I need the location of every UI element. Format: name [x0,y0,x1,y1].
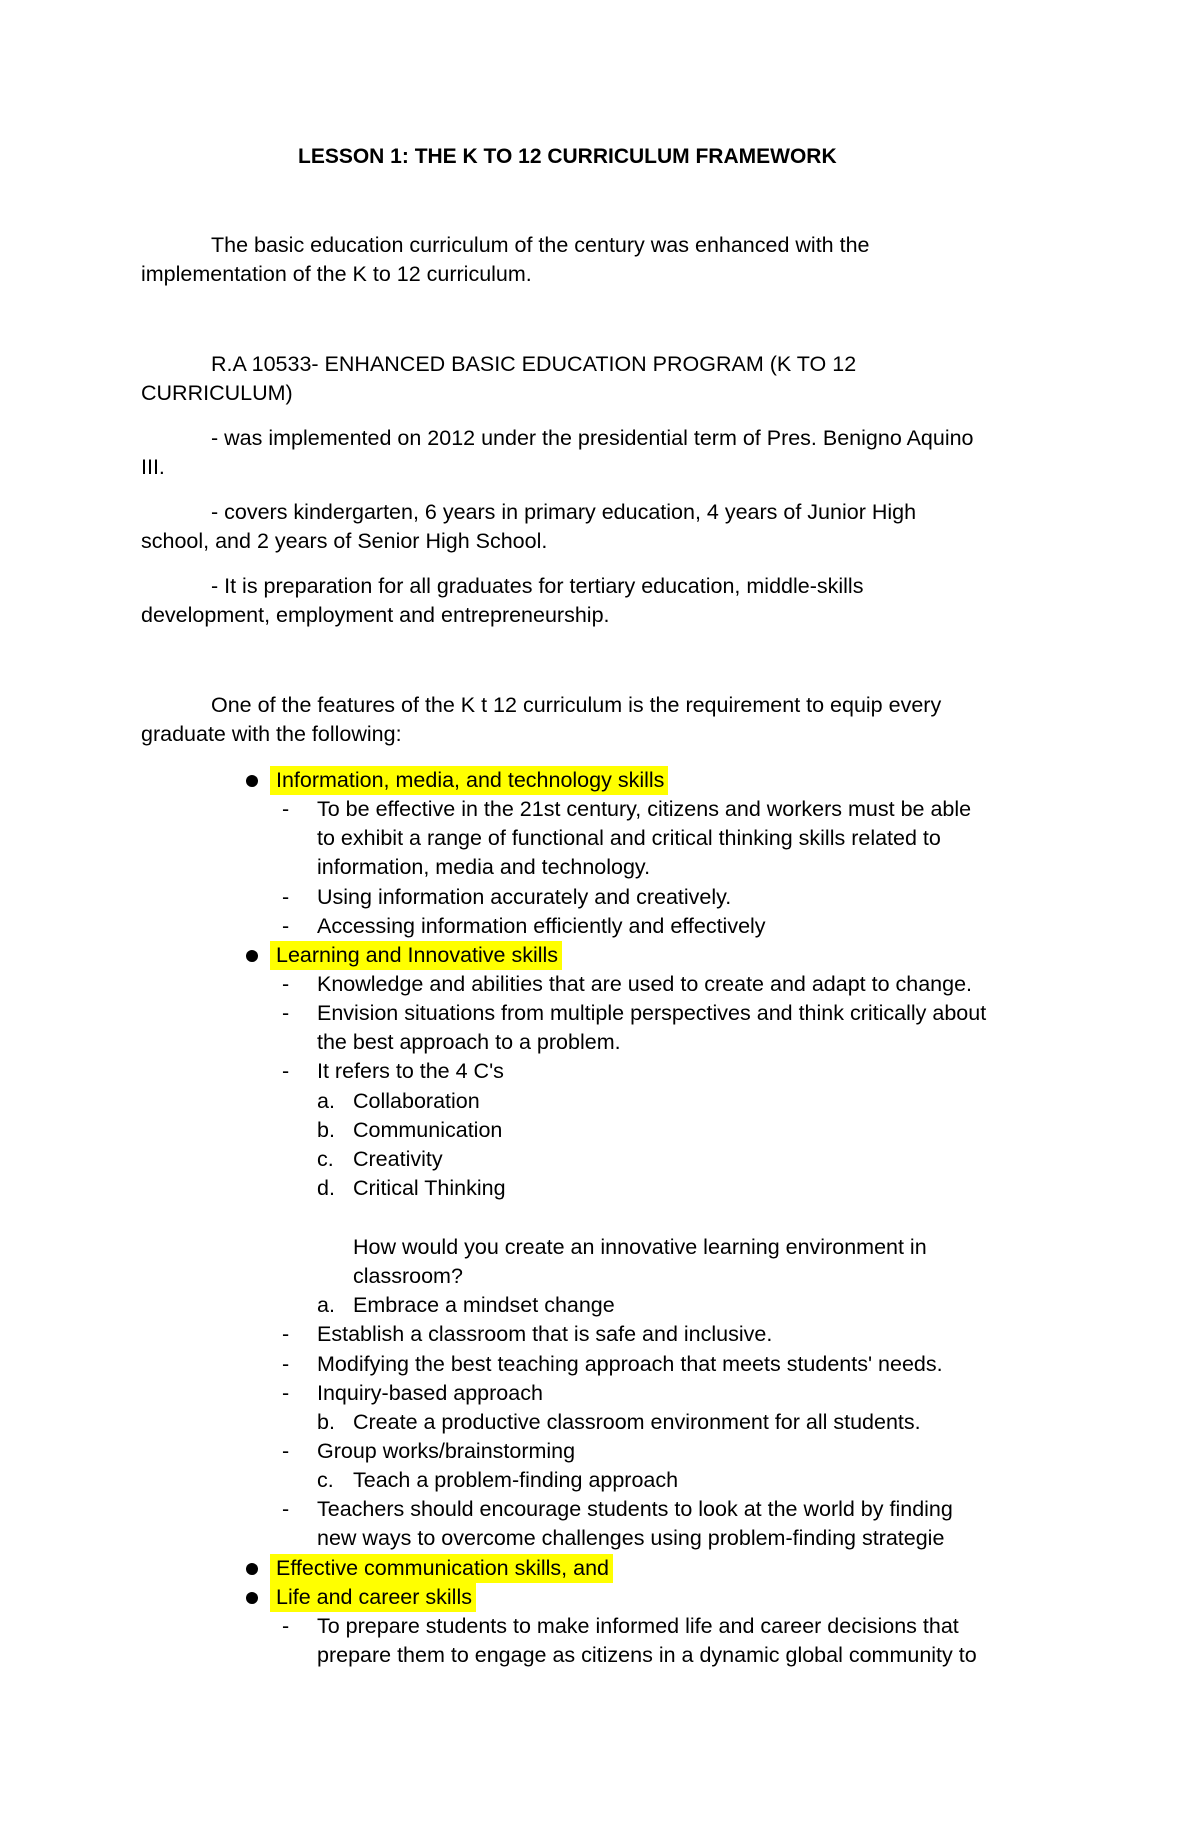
dash-marker: - [282,1381,290,1405]
dash-marker: - [282,1352,290,1376]
list-item: Modifying the best teaching approach that meets students' needs. [317,1352,943,1376]
list-marker: a. [317,1089,335,1113]
dash-marker: - [282,1059,290,1083]
list-item: To prepare students to make informed life and career decisions that [317,1614,959,1638]
list-item: Inquiry-based approach [317,1381,543,1405]
list-item: Accessing information efficiently and effectively [317,914,766,938]
dash-marker: - [282,1001,290,1025]
dash-marker: - [282,1322,290,1346]
skill-heading-information: Information, media, and technology skills [270,766,668,795]
question-line-2: classroom? [353,1264,463,1288]
point-line: development, employment and entrepreneurship. [141,603,610,627]
dash-marker: - [282,1439,290,1463]
point-line: school, and 2 years of Senior High School. [141,529,548,553]
list-item: Teach a problem-finding approach [353,1468,679,1492]
dash-marker: - [282,914,290,938]
dash-marker: - [282,1614,290,1638]
list-item: prepare them to engage as citizens in a dynamic global community to [317,1643,977,1667]
list-item: Critical Thinking [353,1176,506,1200]
point-line: - covers kindergarten, 6 years in primary education, 4 years of Junior High [211,500,917,524]
bullet-icon [246,775,258,787]
list-item: Knowledge and abilities that are used to create and adapt to change. [317,972,973,996]
list-item: Creativity [353,1147,443,1171]
list-marker: a. [317,1293,335,1317]
list-marker: c. [317,1147,334,1171]
intro-line-2: implementation of the K to 12 curriculum. [141,262,532,286]
list-item: new ways to overcome challenges using problem-finding strategie [317,1526,945,1550]
dash-marker: - [282,972,290,996]
list-item: Using information accurately and creatively. [317,885,732,909]
page-title: LESSON 1: THE K TO 12 CURRICULUM FRAMEWORK [298,145,837,168]
point-line: - It is preparation for all graduates for tertiary education, middle-skills [211,574,864,598]
list-item: Establish a classroom that is safe and inclusive. [317,1322,773,1346]
list-item: Group works/brainstorming [317,1439,576,1463]
point-line: III. [141,455,165,479]
list-marker: b. [317,1410,335,1434]
bullet-icon [246,950,258,962]
list-item: information, media and technology. [317,855,651,879]
skill-heading-learning: Learning and Innovative skills [270,941,562,970]
skill-heading-communication: Effective communication skills, and [270,1554,613,1583]
skill-heading-life-career: Life and career skills [270,1583,476,1612]
point-line: - was implemented on 2012 under the presidential term of Pres. Benigno Aquino [211,426,974,450]
list-item: Envision situations from multiple perspectives and think critically about [317,1001,987,1025]
list-marker: d. [317,1176,335,1200]
question-line-1: How would you create an innovative learning environment in [353,1235,927,1259]
ra-heading-line-1: R.A 10533- ENHANCED BASIC EDUCATION PROGRAM (K TO 12 [211,352,857,376]
intro-line-1: The basic education curriculum of the century was enhanced with the [211,233,870,257]
list-item: Teachers should encourage students to look at the world by finding [317,1497,953,1521]
dash-marker: - [282,885,290,909]
list-item: Embrace a mindset change [353,1293,615,1317]
bullet-icon [246,1563,258,1575]
list-item: Communication [353,1118,503,1142]
bullet-icon [246,1592,258,1604]
list-item: Create a productive classroom environment for all students. [353,1410,921,1434]
list-item: To be effective in the 21st century, citizens and workers must be able [317,797,972,821]
dash-marker: - [282,1497,290,1521]
list-item: It refers to the 4 C's [317,1059,504,1083]
list-item: to exhibit a range of functional and critical thinking skills related to [317,826,941,850]
list-marker: c. [317,1468,334,1492]
list-item: the best approach to a problem. [317,1030,621,1054]
list-item: Collaboration [353,1089,480,1113]
dash-marker: - [282,797,290,821]
list-marker: b. [317,1118,335,1142]
features-line-2: graduate with the following: [141,722,402,746]
ra-heading-line-2: CURRICULUM) [141,381,293,405]
features-line-1: One of the features of the K t 12 curriculum is the requirement to equip every [211,693,942,717]
